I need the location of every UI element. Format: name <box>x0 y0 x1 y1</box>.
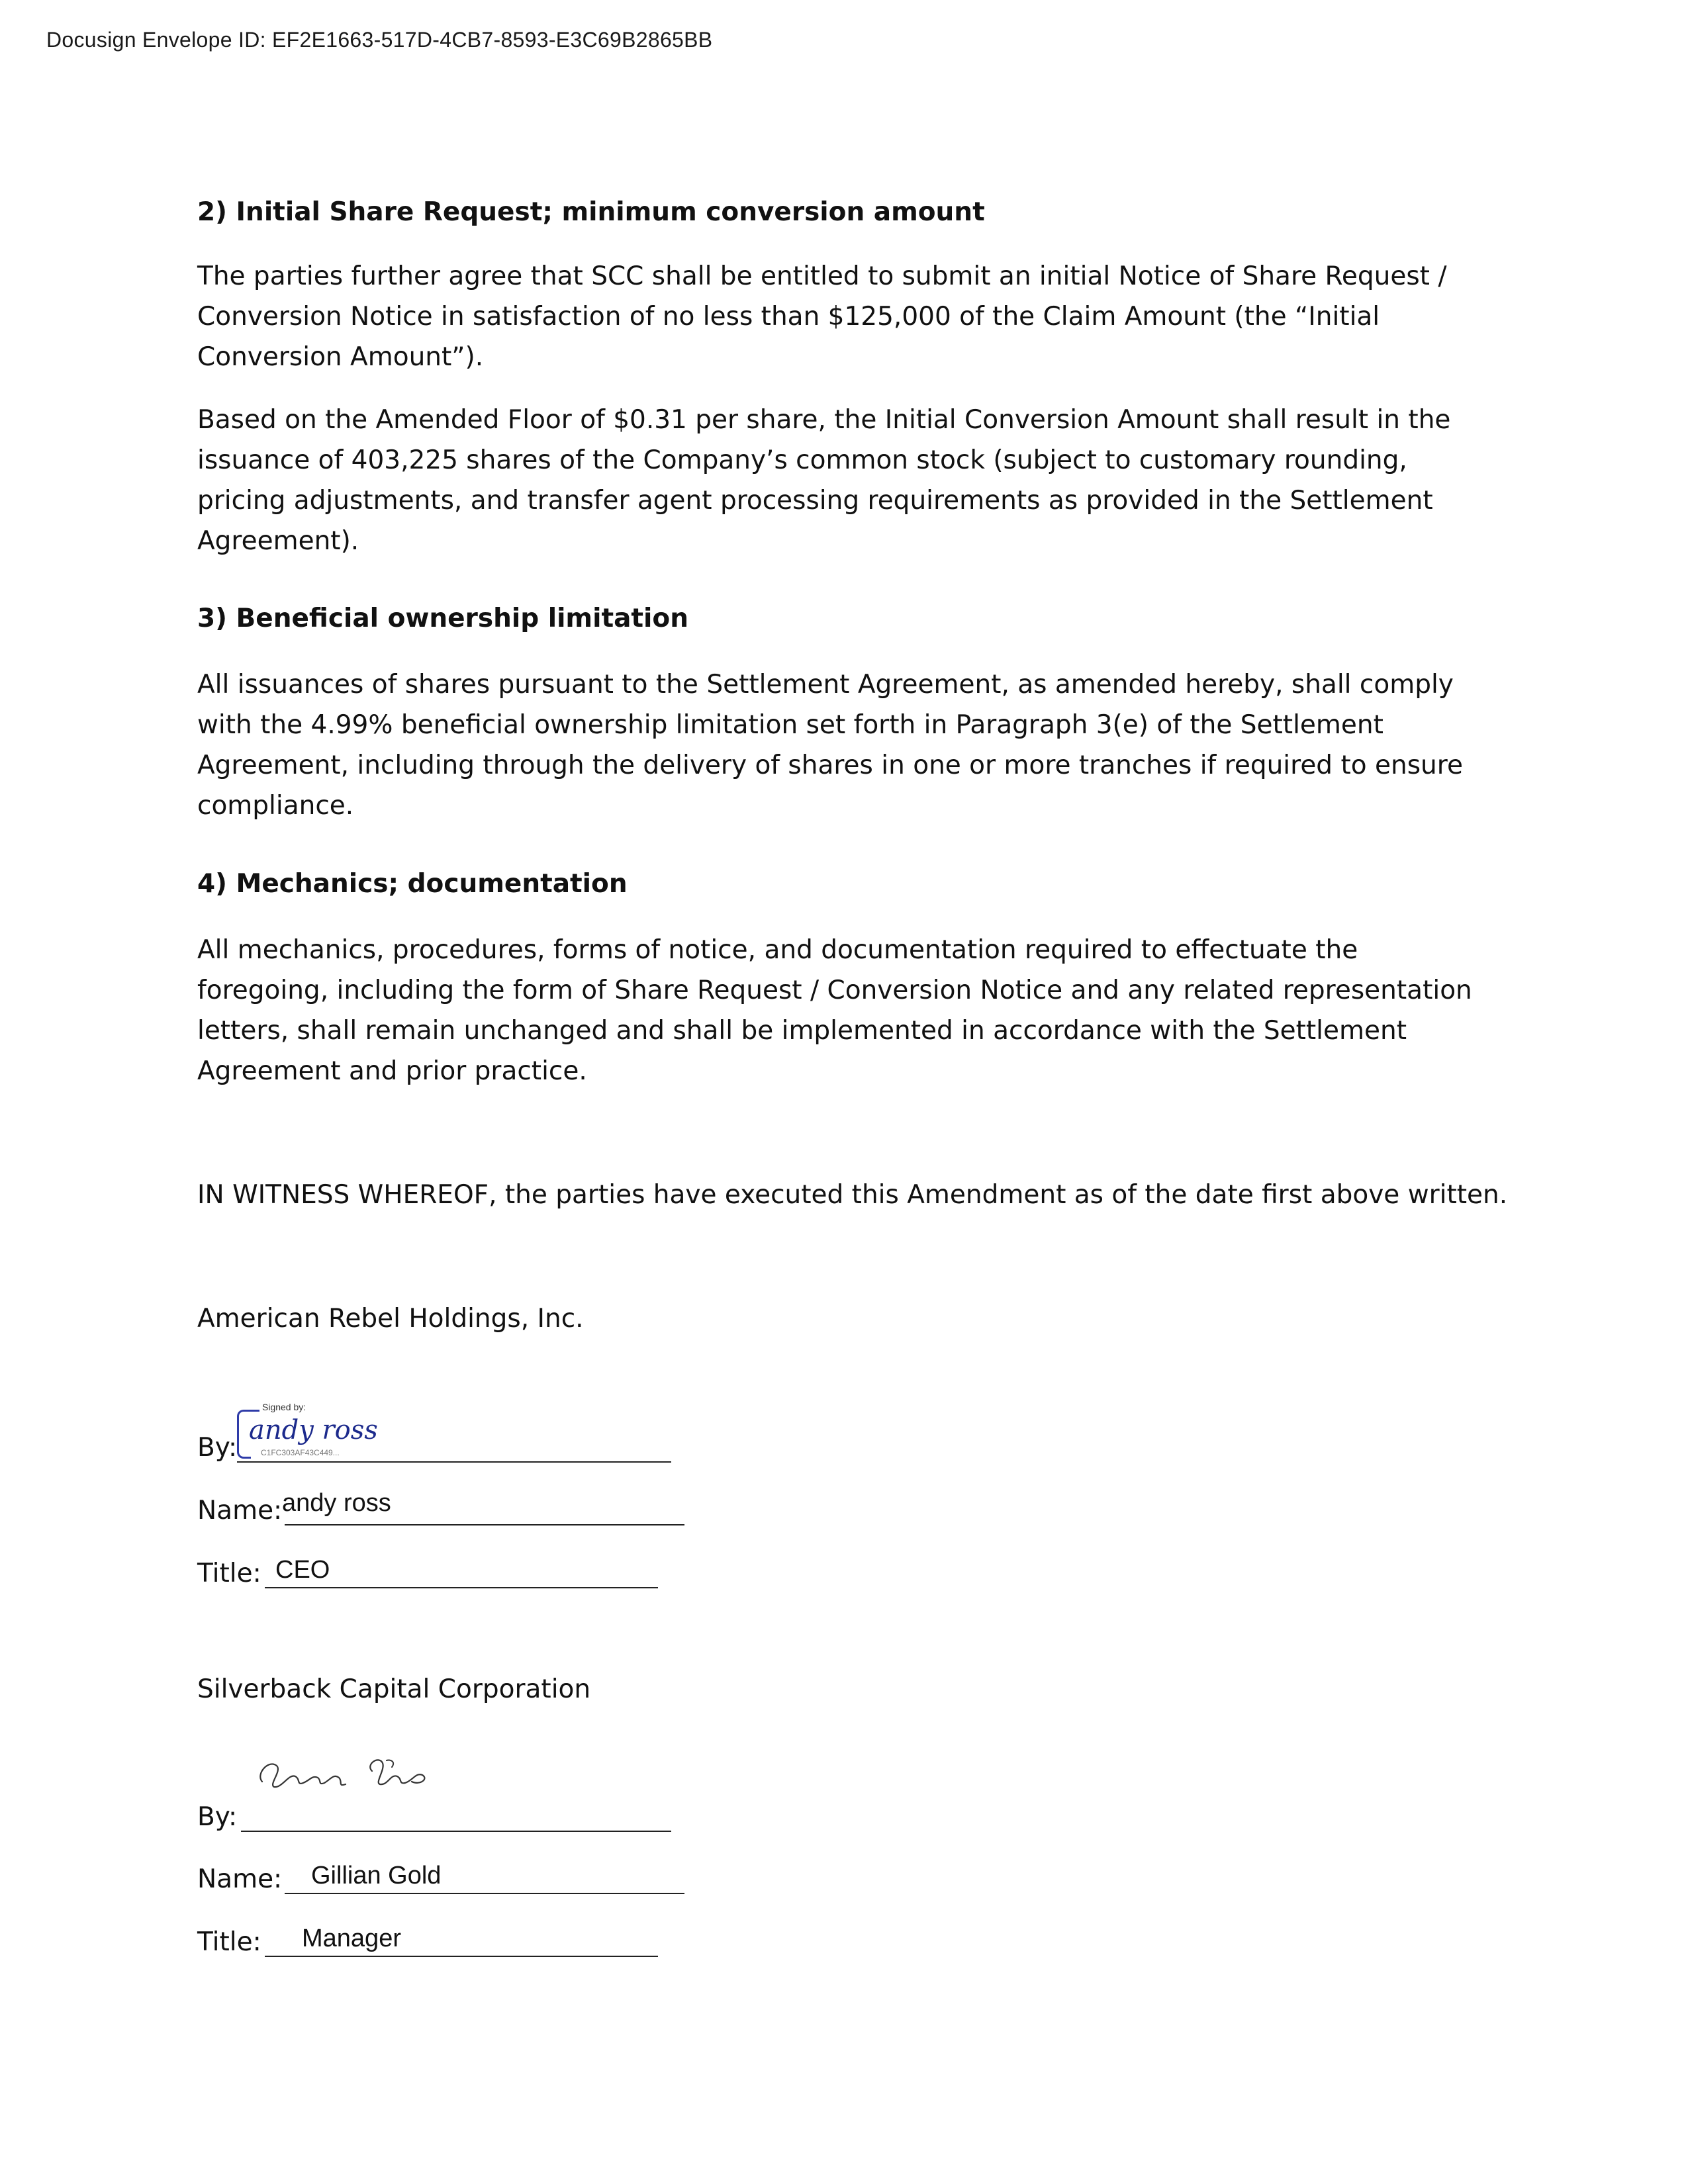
name-label: Name: <box>197 1864 283 1894</box>
docusign-signature <box>237 1402 378 1463</box>
name-value: andy ross <box>282 1489 391 1517</box>
section-paragraph: The parties further agree that SCC shall be entitled to submit an initial Notice of Share Request / Conversion Notice in satisfaction of no less than $125,000 of the Claim Amount (the “Initial Conversion Amount”). <box>197 261 1447 372</box>
signature-id: C1FC303AF43C449... <box>261 1448 340 1457</box>
title-label: Title: <box>197 1927 261 1957</box>
name-label: Name: <box>197 1496 283 1525</box>
title-line <box>265 1587 658 1588</box>
name-field <box>197 1486 687 1525</box>
signature: andy ross <box>249 1415 378 1445</box>
by-label: By: <box>197 1433 238 1463</box>
by-label: By: <box>197 1802 238 1832</box>
title-value: Manager <box>302 1925 401 1952</box>
section-paragraph: Based on the Amended Floor of $0.31 per share, the Initial Conversion Amount shall result in the issuance of 403,225 shares of the Company’s common stock (subject to customary rounding, pricing adjustments, and transfer agent processing requirements as provided in the Settlement Agreement). <box>197 405 1451 556</box>
title-line <box>265 1956 658 1957</box>
title-label: Title: <box>197 1559 261 1588</box>
name-line <box>285 1524 684 1525</box>
company-name: American Rebel Holdings, Inc. <box>197 1304 584 1334</box>
name-line <box>285 1893 684 1894</box>
witness-statement: IN WITNESS WHEREOF, the parties have executed this Amendment as of the date first above written. <box>197 1180 1508 1210</box>
title-value: CEO <box>275 1556 330 1584</box>
section-heading: 3) Beneficial ownership limitation <box>197 604 688 633</box>
section-heading: 4) Mechanics; documentation <box>197 869 628 899</box>
section-paragraph: All issuances of shares pursuant to the Settlement Agreement, as amended hereby, shall comply with the 4.99% beneficial ownership limitation set forth in Paragraph 3(e) of the Settlement Agreement, including through the delivery of shares in one or more tranches if required to ensure compliance. <box>197 670 1463 821</box>
title-field <box>197 1917 661 1957</box>
signed-by-label: Signed by: <box>262 1402 306 1412</box>
company-name: Silverback Capital Corporation <box>197 1674 591 1704</box>
by-field <box>197 1792 674 1832</box>
section-paragraph: All mechanics, procedures, forms of notice, and documentation required to effectuate the foregoing, including the form of Share Request / Conversion Notice and any related representation letters, shall remain unchanged and shall be implemented in accordance with the Settlement Agreement and prior practice. <box>197 935 1472 1086</box>
signature-line <box>241 1831 671 1832</box>
title-field <box>197 1549 661 1588</box>
name-field <box>197 1854 687 1894</box>
envelope-id: Docusign Envelope ID: EF2E1663-517D-4CB7-8593-E3C69B2865BB <box>46 28 713 52</box>
section-heading: 2) Initial Share Request; minimum conversion amount <box>197 197 985 227</box>
name-value: Gillian Gold <box>311 1862 442 1889</box>
